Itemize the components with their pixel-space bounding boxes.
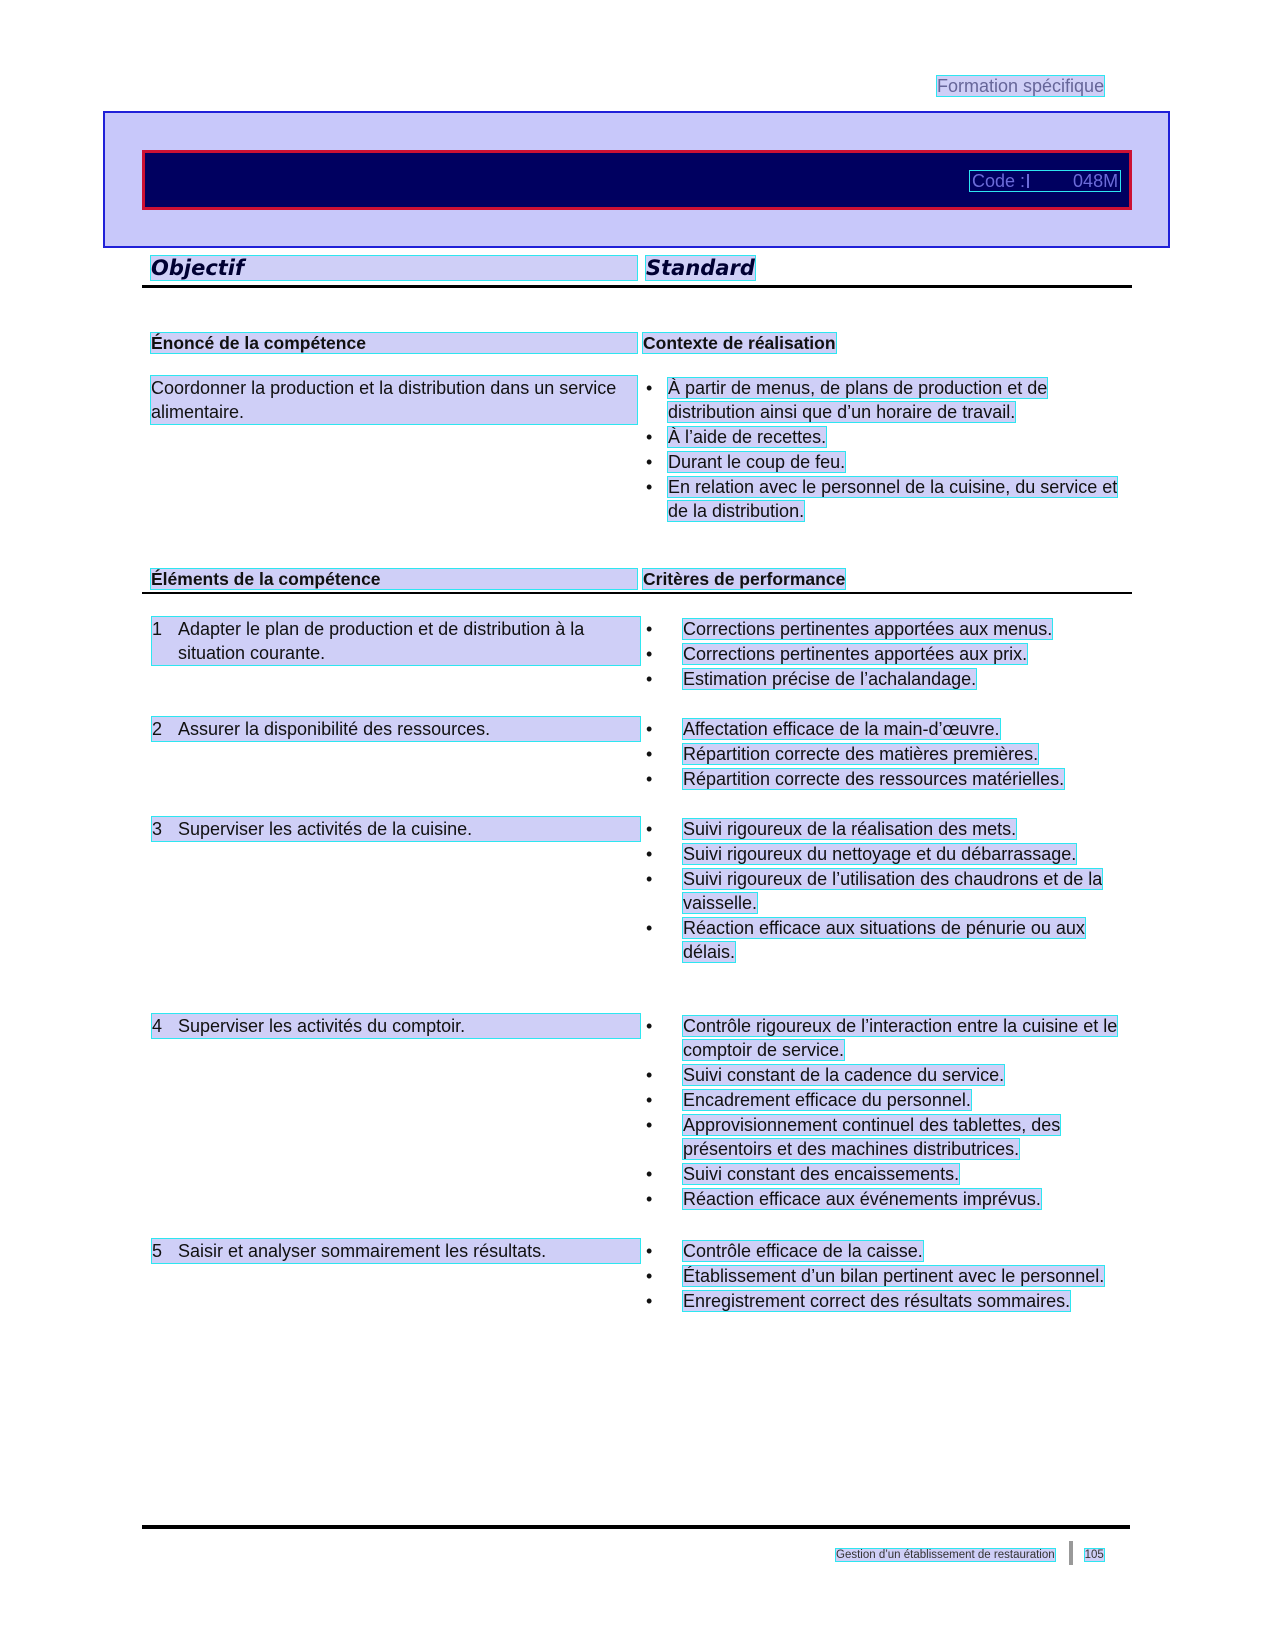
criterion-item xyxy=(646,1063,1126,1087)
criterion-item xyxy=(646,1113,1126,1161)
bullet-icon: • xyxy=(646,452,653,472)
element-number: 4 xyxy=(152,1016,163,1036)
criterion-item xyxy=(646,767,1126,791)
criterion-text: Réaction efficace aux situations de pénurie ou aux délais. xyxy=(683,918,1085,962)
bullet-icon: • xyxy=(646,669,653,689)
element-row xyxy=(152,817,640,841)
bullet-icon: • xyxy=(646,619,653,639)
bullet-icon: • xyxy=(646,819,653,839)
criterion-item xyxy=(646,1088,1126,1112)
criterion-item xyxy=(646,842,1126,866)
criterion-item xyxy=(646,1289,1126,1313)
bullet-icon: • xyxy=(646,644,653,664)
element-text: Assurer la disponibilité des ressources. xyxy=(152,717,640,741)
criterion-text: Suivi constant de la cadence du service. xyxy=(683,1065,1005,1085)
criterion-item xyxy=(646,1014,1126,1062)
element-row xyxy=(152,1239,640,1263)
criterion-item xyxy=(646,1187,1126,1211)
criterion-item xyxy=(646,617,1126,641)
bullet-icon: • xyxy=(646,1115,653,1135)
bullet-icon: • xyxy=(646,744,653,764)
criterion-item xyxy=(646,867,1126,915)
criterion-item xyxy=(646,1162,1126,1186)
competency-code xyxy=(970,171,1120,191)
context-item xyxy=(646,450,1124,474)
criterion-item xyxy=(646,1264,1126,1288)
statement-heading: Énoncé de la compétence xyxy=(151,333,637,353)
context-text: À partir de menus, de plans de production et de distribution ainsi que d’un horaire de travail. xyxy=(668,378,1048,422)
criterion-text: Enregistrement correct des résultats sommaires. xyxy=(683,1291,1071,1311)
element-row xyxy=(152,1014,640,1038)
element-text: Saisir et analyser sommairement les résultats. xyxy=(152,1239,640,1263)
footer-separator xyxy=(1069,1541,1073,1565)
context-list xyxy=(646,376,1124,524)
bullet-icon: • xyxy=(646,1241,653,1261)
bullet-icon: • xyxy=(646,378,653,398)
criterion-text: Répartition correcte des ressources matérielles. xyxy=(683,769,1065,789)
criterion-item xyxy=(646,667,1126,691)
element-number: 3 xyxy=(152,819,163,839)
criterion-item xyxy=(646,642,1126,666)
criterion-item xyxy=(646,742,1126,766)
criterion-text: Corrections pertinentes apportées aux menus. xyxy=(683,619,1053,639)
criterion-text: Établissement d’un bilan pertinent avec le personnel. xyxy=(683,1266,1105,1286)
bullet-icon: • xyxy=(646,1065,653,1085)
footer-rule xyxy=(142,1525,1130,1529)
criteria-list xyxy=(646,817,1126,965)
footer-title: Gestion d’un établissement de restauration xyxy=(836,1549,1055,1561)
elements-rule xyxy=(142,592,1132,594)
criteria-list xyxy=(646,1239,1126,1314)
criterion-text: Répartition correcte des matières premières. xyxy=(683,744,1039,764)
criterion-text: Suivi rigoureux de l’utilisation des chaudrons et de la vaisselle. xyxy=(683,869,1103,913)
criterion-text: Affectation efficace de la main-d’œuvre. xyxy=(683,719,1000,739)
criterion-text: Encadrement efficace du personnel. xyxy=(683,1090,971,1110)
element-row xyxy=(152,617,640,665)
context-item xyxy=(646,425,1124,449)
criterion-text: Réaction efficace aux événements imprévus. xyxy=(683,1189,1041,1209)
element-number: 1 xyxy=(152,619,163,639)
bullet-icon: • xyxy=(646,477,653,497)
criteria-list xyxy=(646,1014,1126,1212)
context-text: En relation avec le personnel de la cuisine, du service et de la distribution. xyxy=(668,477,1118,521)
element-text: Superviser les activités de la cuisine. xyxy=(152,817,640,841)
code-value: 048M xyxy=(1073,171,1119,191)
criteria-list xyxy=(646,617,1126,692)
bullet-icon: • xyxy=(646,1016,653,1036)
criteria-list xyxy=(646,717,1126,792)
context-text: À l’aide de recettes. xyxy=(668,427,827,447)
element-text: Adapter le plan de production et de distribution à la situation courante. xyxy=(152,617,640,665)
context-item xyxy=(646,475,1124,523)
bullet-icon: • xyxy=(646,1266,653,1286)
criterion-item xyxy=(646,717,1126,741)
bullet-icon: • xyxy=(646,719,653,739)
criterion-text: Suivi rigoureux du nettoyage et du débarrassage. xyxy=(683,844,1077,864)
criterion-text: Estimation précise de l’achalandage. xyxy=(683,669,977,689)
criterion-text: Suivi rigoureux de la réalisation des mets. xyxy=(683,819,1017,839)
criterion-text: Approvisionnement continuel des tablettes, des présentoirs et des machines distributrices. xyxy=(683,1115,1061,1159)
bullet-icon: • xyxy=(646,918,653,938)
bullet-icon: • xyxy=(646,844,653,864)
criterion-item xyxy=(646,817,1126,841)
criterion-text: Contrôle efficace de la caisse. xyxy=(683,1241,923,1261)
page-number: 105 xyxy=(1084,1549,1104,1561)
bullet-icon: • xyxy=(646,1291,653,1311)
element-number: 2 xyxy=(152,719,163,739)
footer xyxy=(836,1541,1104,1565)
code-label: Code : xyxy=(972,171,1026,191)
bullet-icon: • xyxy=(646,1164,653,1184)
program-label: Formation spécifique xyxy=(937,76,1105,96)
context-heading: Contexte de réalisation xyxy=(643,333,836,353)
bullet-icon: • xyxy=(646,769,653,789)
element-row xyxy=(152,717,640,741)
bullet-icon: • xyxy=(646,869,653,889)
bullet-icon: • xyxy=(646,427,653,447)
element-number: 5 xyxy=(152,1241,163,1261)
criterion-text: Contrôle rigoureux de l’interaction entre la cuisine et le comptoir de service. xyxy=(683,1016,1118,1060)
context-item xyxy=(646,376,1124,424)
bullet-icon: • xyxy=(646,1189,653,1209)
elements-heading: Éléments de la compétence xyxy=(151,569,637,589)
title-rule xyxy=(142,285,1132,288)
criterion-item xyxy=(646,916,1126,964)
element-text: Superviser les activités du comptoir. xyxy=(152,1014,640,1038)
objective-title: Objectif xyxy=(151,256,637,280)
bullet-icon: • xyxy=(646,1090,653,1110)
criteria-heading: Critères de performance xyxy=(643,569,846,589)
context-text: Durant le coup de feu. xyxy=(668,452,846,472)
competence-statement: Coordonner la production et la distribution dans un service alimentaire. xyxy=(151,376,637,424)
criterion-text: Corrections pertinentes apportées aux prix. xyxy=(683,644,1028,664)
code-separator xyxy=(1027,174,1071,188)
standard-title: Standard xyxy=(646,256,755,280)
criterion-item xyxy=(646,1239,1126,1263)
criterion-text: Suivi constant des encaissements. xyxy=(683,1164,960,1184)
